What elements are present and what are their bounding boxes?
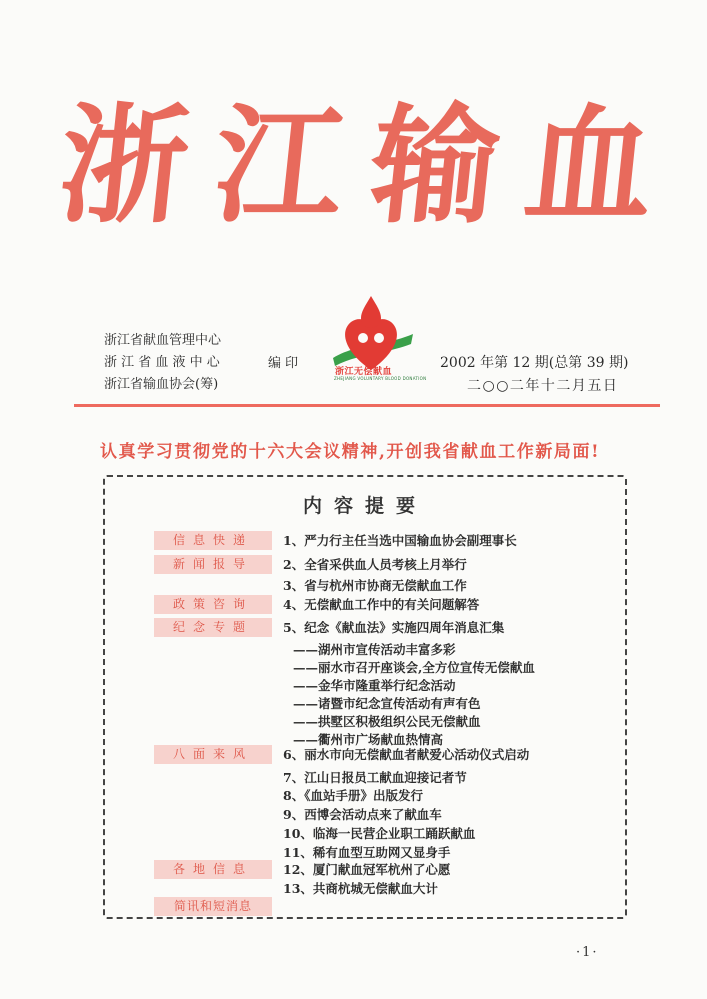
contents-item: 2、全省采供血人员考核上月举行 — [283, 557, 467, 572]
contents-item: 6、丽水市向无偿献血者献爱心活动仪式启动 — [283, 747, 530, 762]
contents-row — [105, 786, 625, 805]
contents-item: 13、共商杭城无偿献血大计 — [283, 881, 438, 896]
contents-row — [105, 531, 625, 550]
masthead-char: 血 — [518, 91, 658, 241]
contents-item: ——丽水市召开座谈会,全方位宣传无偿献血 — [293, 660, 535, 675]
header-divider — [74, 404, 660, 407]
contents-item: ——金华市隆重举行纪念活动 — [293, 678, 456, 693]
category-label: 各地信息 — [154, 860, 272, 879]
contents-row — [105, 860, 625, 879]
contents-item: ——诸暨市纪念宣传活动有声有色 — [293, 696, 481, 711]
masthead-char: 浙 — [52, 91, 192, 241]
category-label: 纪念专题 — [154, 618, 272, 637]
contents-item: 11、稀有血型互助网又显身手 — [283, 845, 451, 860]
contents-row — [105, 555, 625, 574]
logo-caption: 浙江无偿献血 — [335, 367, 393, 377]
publisher-org: 浙 江 省 血 液 中 心 — [104, 355, 220, 370]
contents-row — [105, 745, 625, 764]
contents-row — [105, 618, 625, 637]
contents-item: 1、严力行主任当选中国输血协会副理事长 — [283, 533, 517, 548]
page-number: ·1· — [576, 945, 599, 960]
contents-row — [105, 658, 625, 677]
contents-row — [105, 595, 625, 614]
publisher-org: 浙江省输血协会(筹) — [104, 377, 219, 392]
slogan: 认真学习贯彻党的十六大会议精神,开创我省献血工作新局面! — [100, 442, 601, 462]
contents-row — [105, 640, 625, 659]
masthead-title — [52, 86, 658, 246]
contents-row — [105, 712, 625, 731]
contents-item: 9、西博会活动点来了献血车 — [283, 807, 442, 822]
logo-subcaption: ZHEJIANG VOLUNTARY BLOOD DONATION — [334, 376, 427, 381]
contents-item: 3、省与杭州市协商无偿献血工作 — [283, 578, 467, 593]
contents-item: 4、无偿献血工作中的有关问题解答 — [283, 597, 480, 612]
contents-title: 内容提要 — [302, 495, 427, 517]
publisher-role: 编印 — [268, 356, 303, 371]
category-label: 简讯和短消息 — [154, 897, 272, 916]
contents-row — [105, 897, 625, 916]
category-label: 八面来风 — [154, 745, 272, 764]
contents-item: 5、纪念《献血法》实施四周年消息汇集 — [283, 620, 505, 635]
category-label: 信息快递 — [154, 531, 272, 550]
issue-date: 二○○二年十二月五日 — [467, 378, 619, 394]
contents-row — [105, 676, 625, 695]
contents-row — [105, 879, 625, 898]
contents-item: ——衢州市广场献血热情高 — [293, 732, 444, 747]
contents-box — [103, 475, 627, 919]
issue-number: 2002 年第 12 期(总第 39 期) — [440, 355, 629, 371]
contents-row — [105, 694, 625, 713]
publisher-orgs — [104, 330, 221, 396]
contents-row — [105, 805, 625, 824]
masthead-char: 输 — [362, 91, 503, 241]
publisher-org: 浙江省献血管理中心 — [104, 333, 222, 348]
contents-item: 10、临海一民营企业职工踊跃献血 — [283, 826, 476, 841]
contents-item: ——湖州市宣传活动丰富多彩 — [293, 642, 456, 657]
category-label: 政策咨询 — [154, 595, 272, 614]
contents-item: 7、江山日报员工献血迎接记者节 — [283, 770, 467, 785]
contents-row — [105, 768, 625, 787]
contents-item: ——拱墅区积极组织公民无偿献血 — [293, 714, 481, 729]
contents-item: 8、《血站手册》出版发行 — [283, 788, 423, 803]
contents-row — [105, 824, 625, 843]
category-label: 新闻报导 — [154, 555, 272, 574]
contents-row — [105, 576, 625, 595]
masthead-char: 江 — [207, 91, 348, 241]
contents-item: 12、厦门献血冠军杭州了心愿 — [283, 862, 451, 877]
